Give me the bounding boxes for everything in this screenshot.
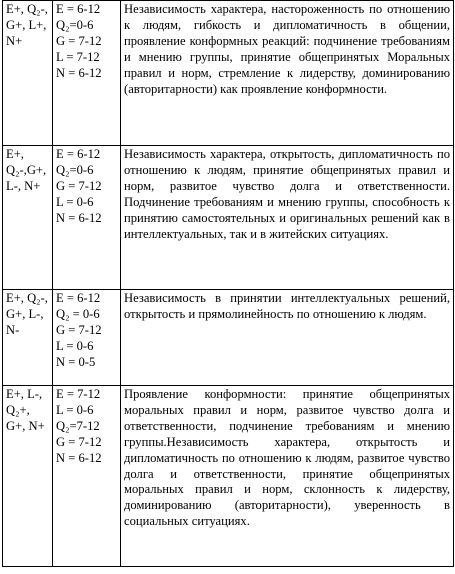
factor-value: G = 7-12 [56,33,102,48]
description-cell: Независимость характера, настороженность по отношению к людям, гибкость и дипломатичность в общении, проявление конформных реакций: подчинение требованиям и мнению группы, принятие общепринятых Моральных правил и норм, стремление к лидерству, доминированию (авторитарности) как проявление конформности. [121,1,454,146]
factor-value: E = 6-12 [56,147,101,161]
factor-value: E = 6-12 [56,291,101,305]
factor-value: G = 7-12 [56,434,102,449]
factor-code-cell: E+, Q₂-, G+, L-, N- [3,290,53,386]
factor-value: Q₂=7-12 [56,418,100,433]
factor-values-cell [53,1,121,146]
table-row [3,146,454,290]
factor-value: L = 0-6 [56,194,94,209]
factor-value: E = 6-12 [56,2,101,16]
description-cell: Проявление конформности: принятие общепринятых моральных правил и норм, развитое чувство долга и ответственности, подчинение требованиям и мнению группы.Независимость характера, открытость и дипломатичность по отношению к людям, развитое чувство долга и ответственности, принятие общепринятых моральных правил и норм, склонность к лидерству, доминированию (авторитарности), уверенность в социальных ситуациях. [121,386,454,567]
factor-value: L = 7-12 [56,49,100,64]
factor-code-cell: E+, L-, Q₂+, G+, N+ [3,386,53,567]
factor-value: Q₂=0-6 [56,162,94,177]
factor-value: L = 0-6 [56,338,94,353]
factor-value: G = 7-12 [56,322,102,337]
factor-code-cell: E+, Q₂-,G+, L-, N+ [3,146,53,290]
factor-values-cell [53,386,121,567]
table-row [3,386,454,567]
factor-value: N = 6-12 [56,210,102,225]
factor-value: L = 0-6 [56,402,94,417]
factor-value: G = 7-12 [56,178,102,193]
description-cell: Независимость в принятии интеллектуальных решений, открытость и прямолинейность по отношению к людям. [121,290,454,386]
factor-value: N = 6-12 [56,450,102,465]
factor-value: E = 7-12 [56,387,101,401]
factor-value: Q₂ = 0-6 [56,306,100,321]
factor-values-cell [53,146,121,290]
table-row [3,290,454,386]
factor-value: N = 0-5 [56,354,96,369]
table-row [3,1,454,146]
factor-code-cell: E+, Q₂-, G+, L+, N+ [3,1,53,146]
factor-values-cell [53,290,121,386]
description-cell: Независимость характера, открытость, дипломатичность по отношению к людям, принятие общепринятых правил и норм, развитое чувство долга и ответственности. Подчинение требованиям и мнению группы, способность к принятию самостоятельных и оригинальных решений как в интеллектуальных, так и в житейских ситуациях. [121,146,454,290]
factor-combination-table [2,0,454,567]
factor-value: N = 6-12 [56,65,102,80]
factor-value: Q₂=0-6 [56,17,94,32]
